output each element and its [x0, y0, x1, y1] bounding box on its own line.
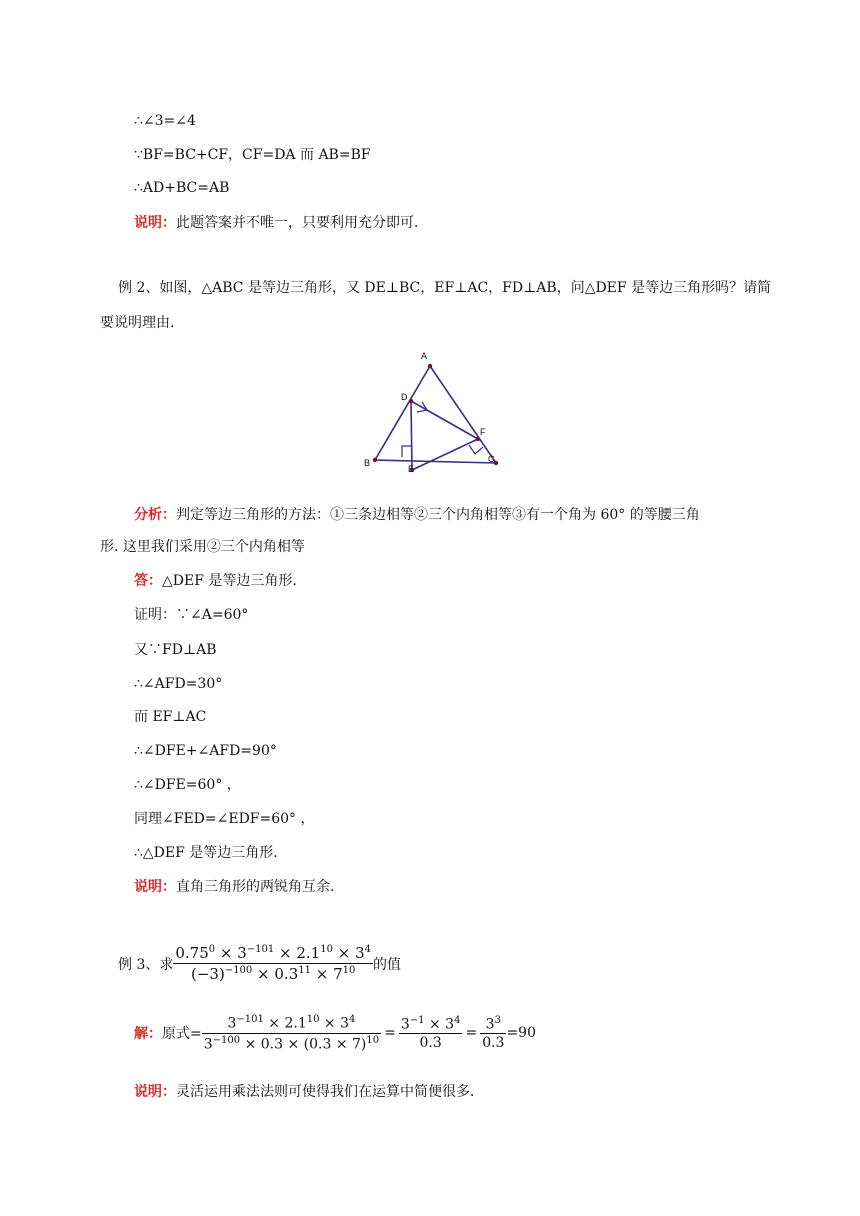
answer: [134, 571, 297, 591]
segment-df: [411, 401, 478, 439]
example-2-question: 例 2、如图，△ABC 是等边三角形，又 DE⊥BC，EF⊥AC，FD⊥AB，问△DEF 是等边三角形吗？请简: [118, 280, 772, 296]
proof-line-1: 证明：∵∠A=60°: [134, 607, 249, 623]
solution-fraction-3: $\frac{3^3}{0.3}$: [482, 1014, 505, 1052]
answer-text: △DEF 是等边三角形.: [162, 573, 297, 589]
analysis-label: 分析：: [134, 507, 176, 523]
example-3-suffix: 的值: [373, 956, 401, 973]
note-text: 灵活运用乘法法则可使得我们在运算中简便很多.: [176, 1084, 475, 1100]
line-ad-bc: ∴AD+BC=AB: [134, 180, 230, 196]
label-d: D: [401, 392, 408, 402]
proof-line-5: ∴∠DFE+∠AFD=90°: [134, 743, 277, 759]
solution-label: 解：: [134, 1026, 162, 1043]
proof-line-7: 同理∠FED=∠EDF=60° ，: [134, 811, 315, 827]
example-3-prefix: 例 3、求: [118, 956, 174, 973]
note-1: [134, 213, 418, 233]
note-3: [134, 1082, 474, 1102]
solution-result: =90: [506, 1025, 536, 1042]
proof-line-3: ∴∠AFD=30°: [134, 676, 223, 692]
side-ac: [430, 366, 496, 463]
side-bc: [375, 460, 496, 463]
note-label: 说明：: [134, 215, 176, 231]
example-3-fraction: $\frac{0.75^0 \times 3^{-101} \times 2.1^{10} \times 3^4}{(-3)^{-100} \times 0.3^{11} \times 7^{10}}$: [175, 944, 371, 983]
note-text: 此题答案并不唯一，只要利用充分即可.: [176, 215, 419, 231]
solution-fraction-2: $\frac{3^{-1} \times 3^4}{0.3}$: [400, 1014, 461, 1052]
label-b: B: [364, 458, 371, 468]
label-e: E: [408, 464, 415, 474]
label-f: F: [480, 427, 486, 437]
right-angle-f: [469, 445, 483, 454]
label-a: A: [421, 351, 428, 361]
note-label: 说明：: [134, 1084, 176, 1100]
example-2-question-cont: 要说明理由.: [100, 315, 175, 331]
segment-ef: [412, 439, 478, 470]
triangle-figure: [360, 346, 510, 476]
proof-line-4: 而 EF⊥AC: [134, 709, 207, 725]
analysis: [134, 505, 700, 525]
proof-line-6: ∴∠DFE=60° ，: [134, 777, 241, 793]
segment-de: [411, 401, 412, 470]
note-2: [134, 877, 334, 897]
line-bf: ∵BF=BC+CF，CF=DA 而 AB=BF: [134, 147, 371, 163]
label-c: C: [488, 454, 495, 464]
analysis-cont: 形. 这里我们采用②三个内角相等: [100, 539, 305, 555]
answer-label: 答：: [134, 573, 162, 589]
proof-line-8: ∴△DEF 是等边三角形.: [134, 845, 278, 861]
right-angle-e: [402, 446, 412, 457]
analysis-text: 判定等边三角形的方法：①三条边相等②三个内角相等③有一个角为 60° 的等腰三角: [176, 507, 700, 523]
proof-line-2: 又∵FD⊥AB: [134, 642, 217, 658]
line-angle-3-4: ∴∠3=∠4: [134, 113, 196, 129]
solution-fraction-1: $\frac{3^{-101} \times 2.1^{10} \times 3^4}{3^{-100} \times 0.3 \times (0.3 \times 7)^{10}}$: [203, 1014, 380, 1053]
solution: 解： 原式= $\frac{3^{-101} \times 2.1^{10} \times 3^4}{3^{-100} \times 0.3 \times (0.3 \times 7)^{10}}$ = $\frac{3^{-1} \times 3^4}{0.3}$ = $\frac{3^3}{0.3}$ =90: [134, 1014, 536, 1053]
example-3: [118, 944, 401, 983]
note-text: 直角三角形的两锐角互余.: [176, 879, 335, 895]
solution-prefix: 原式=: [162, 1026, 202, 1043]
note-label: 说明：: [134, 879, 176, 895]
